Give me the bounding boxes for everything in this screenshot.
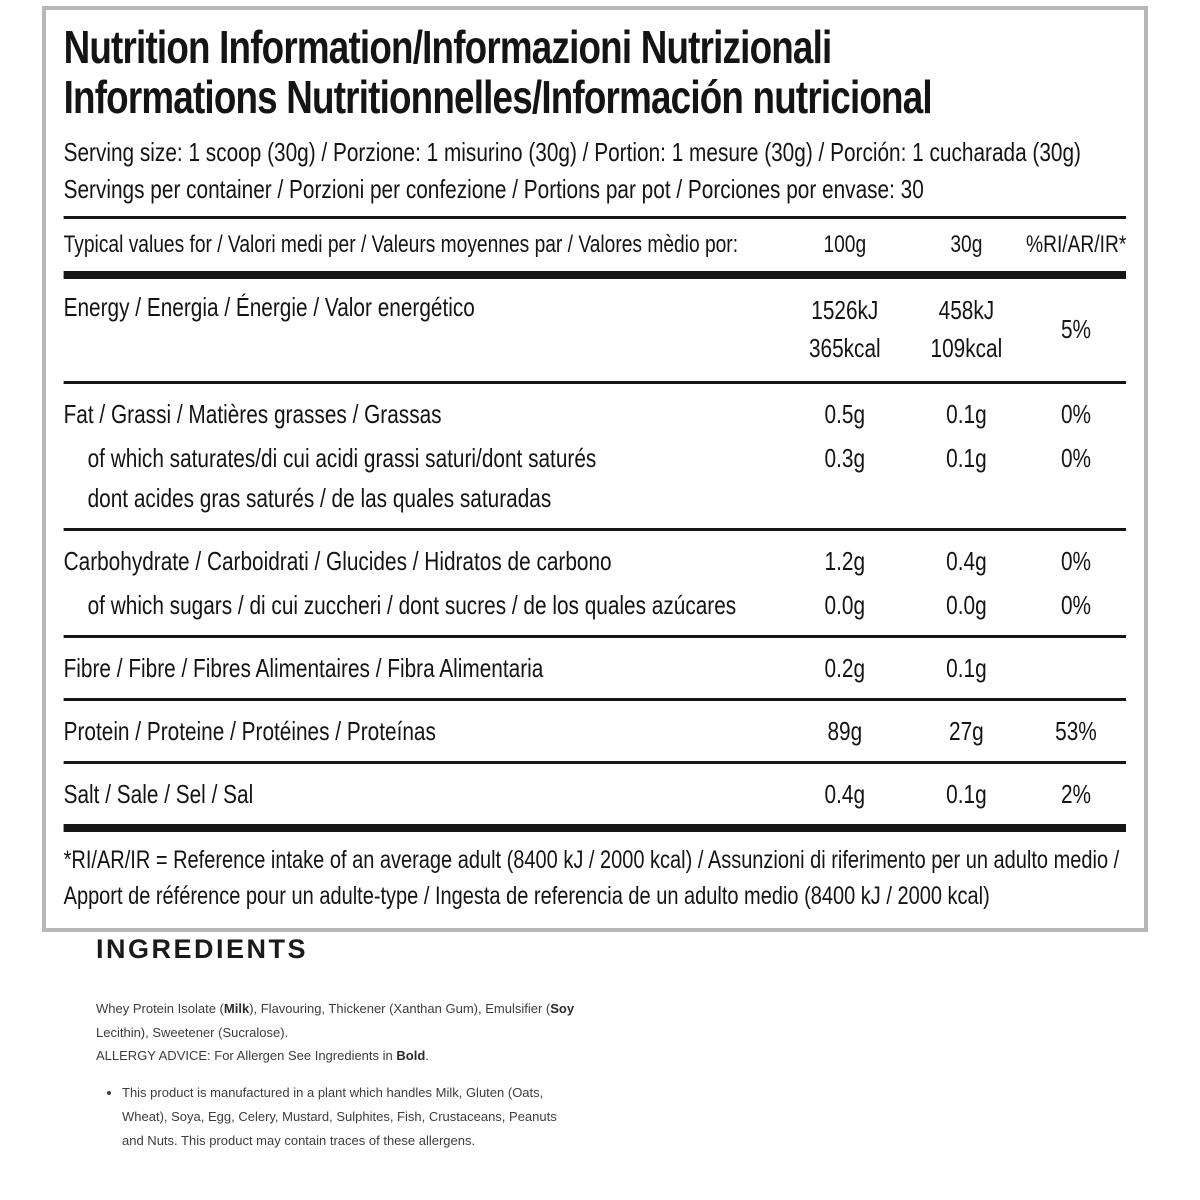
allergen-soy: Soy (550, 1001, 575, 1016)
allergen-bullet-list (96, 1081, 586, 1153)
table-row-fibre (64, 638, 1126, 698)
table-row-energy (64, 279, 1126, 381)
energy-kj-100g: 1526kJ (811, 295, 879, 325)
salt-label: Salt / Sale / Sel / Sal (63, 779, 254, 809)
fibre-label: Fibre / Fibre / Fibres Alimentaires / Fibra Alimentaria (63, 653, 544, 683)
ri-footnote: *RI/AR/IR = Reference intake of an average adult (8400 kJ / 2000 kcal) / Assunzioni di riferimento per un adulto medio / Apport de référence pour un adulte-type / Ingesta de referencia de un adulto medio (8400 kJ / 2000 kcal) (63, 846, 1120, 910)
salt-value-30g: 0.1g (946, 779, 987, 809)
serving-size-text: Serving size: 1 scoop (30g) / Porzione: 1 misurino (30g) / Portion: 1 mesure (30g) / Porción: 1 cucharada (30g) (63, 137, 1081, 167)
carbohydrate-value-30g: 0.4g (946, 546, 987, 576)
ingredients-section (96, 934, 586, 1153)
table-header-row (64, 219, 1126, 271)
table-row-protein (64, 701, 1126, 761)
column-header-ri: %RI/AR/IR* (1026, 231, 1127, 258)
sugars-value-100g: 0.0g (824, 590, 866, 620)
table-row-fat (64, 384, 1126, 438)
nutrition-label-panel (42, 6, 1148, 932)
table-row-carbohydrate (64, 531, 1126, 585)
carbohydrate-value-100g: 1.2g (824, 546, 866, 576)
ingredients-heading: INGREDIENTS (96, 934, 309, 964)
servings-per-container-text: Servings per container / Porzioni per confezione / Portions par pot / Porciones por envase: 30 (63, 174, 924, 204)
label-title-line2: Informations Nutritionnelles/Información nutricional (63, 71, 932, 123)
fat-ri: 0% (1060, 399, 1092, 429)
energy-value-100g (783, 291, 907, 367)
column-header-30g: 30g (950, 231, 983, 258)
ingredients-part: Whey Protein Isolate ( (96, 1001, 224, 1016)
fibre-value-100g: 0.2g (824, 653, 866, 683)
allergy-advice-text (96, 1044, 586, 1068)
protein-value-100g: 89g (827, 716, 863, 746)
protein-value-30g: 27g (949, 716, 984, 746)
saturates-value-100g: 0.3g (824, 443, 866, 473)
energy-kj-30g: 458kJ (938, 295, 995, 325)
fat-value-100g: 0.5g (824, 399, 866, 429)
energy-kcal-100g: 365kcal (808, 333, 881, 363)
carbohydrate-label: Carbohydrate / Carboidrati / Glucides / Hidratos de carbono (63, 546, 612, 576)
table-row-saturates-continued (64, 478, 1126, 528)
salt-ri: 2% (1060, 779, 1092, 809)
nutrition-label-content (46, 22, 1144, 928)
energy-kcal-30g: 109kcal (930, 333, 1003, 363)
label-title (64, 22, 1126, 122)
allergen-bullet-item: • This product is manufactured in a plant which handles Milk, Gluten (Oats, Wheat), Soya, Egg, Celery, Mustard, Sulphites, Fish, Crustaceans, Peanuts and Nuts. This product may contain traces of these allergens. (122, 1081, 562, 1153)
divider-thick (64, 271, 1126, 279)
allergy-bold-word: Bold (396, 1048, 426, 1063)
salt-value-100g: 0.4g (824, 779, 866, 809)
fibre-value-30g: 0.1g (946, 653, 987, 683)
energy-value-30g (907, 291, 1026, 367)
sugars-ri: 0% (1060, 590, 1092, 620)
carbohydrate-ri: 0% (1060, 546, 1092, 576)
ingredients-part: ), Flavouring, Thickener (Xanthan Gum), Emulsifier ( (249, 1001, 551, 1016)
table-row-salt (64, 764, 1126, 824)
table-row-saturates (64, 438, 1126, 478)
fat-label: Fat / Grassi / Matières grasses / Grassas (63, 399, 442, 429)
energy-label: Energy / Energia / Énergie / Valor energético (63, 292, 475, 322)
protein-ri: 53% (1055, 716, 1097, 746)
table-row-sugars (64, 585, 1126, 635)
protein-label: Protein / Proteine / Protéines / Proteínas (63, 716, 436, 746)
energy-ri: 5% (1060, 314, 1092, 344)
ingredients-part: Lecithin), Sweetener (Sucralose). (96, 1024, 289, 1040)
serving-info (64, 134, 1126, 208)
label-title-line1: Nutrition Information/Informazioni Nutrizionali (63, 21, 832, 73)
saturates-ri: 0% (1060, 443, 1092, 473)
divider-thick (64, 824, 1126, 832)
saturates-label-line2: dont acides gras saturés / de las quales saturadas (87, 483, 552, 513)
ingredients-list-text (96, 997, 586, 1044)
allergy-part: . (425, 1048, 429, 1063)
column-header-100g: 100g (823, 231, 867, 258)
column-heading-label: Typical values for / Valori medi per / Valeurs moyennes par / Valores mèdio por: (63, 231, 739, 258)
allergy-part: ALLERGY ADVICE: For Allergen See Ingredients in (96, 1048, 397, 1063)
saturates-label: of which saturates/di cui acidi grassi saturi/dont saturés (87, 443, 597, 473)
saturates-value-30g: 0.1g (946, 443, 987, 473)
sugars-value-30g: 0.0g (946, 590, 987, 620)
allergen-milk: Milk (223, 1001, 250, 1016)
sugars-label: of which sugars / di cui zuccheri / dont sucres / de los quales azúcares (87, 590, 737, 620)
fat-value-30g: 0.1g (946, 399, 987, 429)
